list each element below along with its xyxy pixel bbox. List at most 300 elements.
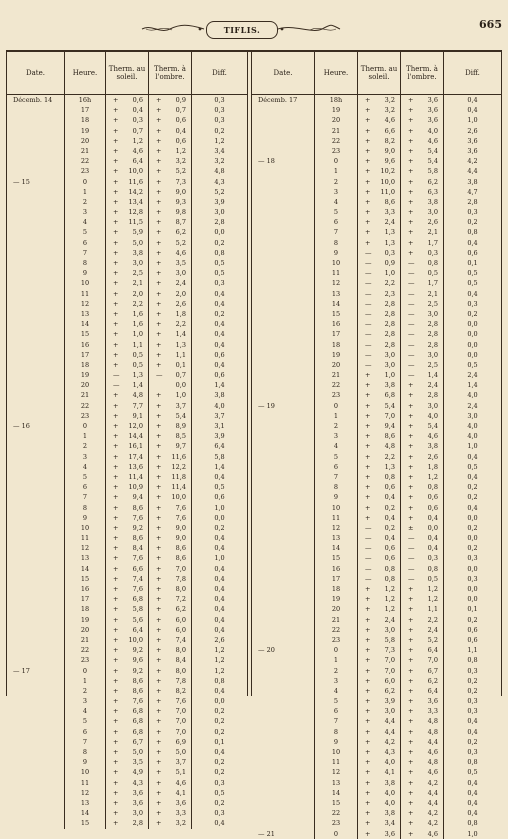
cell-diff: 0,8 [467, 656, 478, 665]
cell-shade [149, 462, 192, 472]
cell-diff: 0,5 [467, 462, 478, 471]
cell-sun [358, 584, 401, 594]
table-row [7, 177, 247, 187]
value: 12,2 [171, 462, 186, 471]
cell-date [7, 818, 65, 828]
cell-diff: 0,3 [467, 666, 478, 675]
cell-date [252, 818, 315, 828]
sign: + [156, 523, 162, 532]
cell-shade [149, 289, 192, 299]
cell-diff: 0,4 [214, 686, 225, 695]
cell-shade [401, 452, 444, 462]
value: 0,0 [427, 523, 438, 532]
value: 8,2 [175, 686, 186, 695]
cell-shade [149, 767, 192, 777]
sign: + [408, 187, 414, 196]
value: 6,2 [427, 676, 438, 685]
sign: + [408, 605, 414, 614]
value: 11,5 [128, 218, 143, 227]
sign: + [113, 309, 119, 318]
value: 8,6 [132, 676, 143, 685]
cell-date [7, 115, 65, 125]
cell-shade [401, 482, 444, 492]
table-row [7, 329, 247, 339]
cell-hour: 2 [65, 197, 106, 207]
cell-shade [149, 329, 192, 339]
cell-shade [401, 299, 444, 309]
sign: + [408, 197, 414, 206]
cell-sun [106, 258, 149, 268]
cell-hour: 17 [65, 105, 106, 115]
sign: + [113, 544, 119, 553]
value: 0,3 [427, 554, 438, 563]
sign: + [408, 96, 414, 104]
value: 9,2 [132, 666, 143, 675]
sign: + [156, 483, 162, 492]
cell-shade [149, 390, 192, 400]
value: 5,8 [427, 167, 438, 176]
cell-hour: 22 [315, 625, 358, 635]
cell-diff: 4,3 [214, 177, 225, 186]
cell-hour: 1 [315, 655, 358, 665]
sign: + [113, 717, 119, 726]
table-row [7, 584, 247, 594]
value: 9,4 [384, 422, 395, 430]
value: 2,1 [427, 289, 438, 298]
value: 3,0 [427, 208, 438, 217]
cell-hour: 2 [65, 441, 106, 451]
sign: + [365, 411, 371, 420]
table-row [7, 105, 247, 115]
table-row [252, 299, 501, 309]
sign: — [365, 350, 372, 359]
cell-shade [401, 431, 444, 441]
cell-shade [149, 431, 192, 441]
table-row [7, 696, 247, 706]
value: 3,6 [132, 798, 143, 807]
sign: — [408, 299, 415, 308]
sign: + [156, 259, 162, 267]
table-row [7, 166, 247, 176]
value: 2,5 [132, 269, 143, 278]
sign: + [156, 238, 162, 247]
cell-sun [106, 737, 149, 747]
table-row [7, 706, 247, 716]
table-row [252, 808, 501, 818]
sign: + [408, 788, 414, 797]
cell-hour: 2 [315, 666, 358, 676]
value: 0,9 [384, 259, 395, 267]
cell-date [252, 472, 315, 482]
cell-diff: 3,9 [214, 432, 225, 441]
cell-diff: 0,1 [467, 259, 478, 267]
cell-hour: 10 [315, 747, 358, 757]
cell-shade [401, 788, 444, 798]
table-row [7, 299, 247, 309]
value: 0,6 [132, 96, 143, 104]
cell-diff: 0,4 [214, 625, 225, 634]
table-row [7, 411, 247, 421]
sign: + [113, 299, 119, 308]
cell-diff: 0,5 [214, 269, 225, 278]
value: 0,5 [427, 574, 438, 583]
value: 5,6 [132, 615, 143, 624]
value: 3,0 [384, 707, 395, 716]
sign: — [365, 248, 372, 257]
sign: + [156, 503, 162, 512]
cell-date [252, 166, 315, 176]
sign: + [408, 146, 414, 155]
cell-diff: 0,3 [214, 116, 225, 125]
cell-hour: 18 [315, 584, 358, 594]
cell-shade [149, 258, 192, 268]
sign: + [365, 106, 371, 115]
cell-shade [401, 136, 444, 146]
cell-date [252, 227, 315, 237]
sign: + [408, 727, 414, 736]
cell-sun [106, 818, 149, 828]
value: 4,6 [175, 778, 186, 787]
cell-diff: 0,4 [214, 574, 225, 583]
cell-date [252, 462, 315, 472]
value: 0,6 [384, 554, 395, 563]
value: 2,6 [427, 218, 438, 227]
sign: + [113, 411, 119, 420]
cell-diff: 0,4 [214, 534, 225, 543]
cell-hour: 4 [315, 441, 358, 451]
value: 6,6 [384, 126, 395, 135]
sign: + [113, 483, 119, 492]
value: 4,8 [427, 727, 438, 736]
sign: + [113, 360, 119, 369]
value: 2,2 [384, 279, 395, 288]
table-row [7, 227, 247, 237]
value: 1,6 [132, 320, 143, 329]
cell-diff: 0,4 [467, 238, 478, 247]
cell-sun [106, 676, 149, 686]
cell-shade [401, 513, 444, 523]
value: 4,6 [132, 146, 143, 155]
cell-diff: 1,4 [214, 462, 225, 471]
value: 7,6 [175, 513, 186, 522]
value: 0,4 [175, 126, 186, 135]
cell-diff: 2,8 [467, 197, 478, 206]
value: 9,0 [175, 534, 186, 543]
cell-date [252, 798, 315, 808]
cell-shade [401, 829, 444, 839]
sign: — [365, 564, 372, 573]
sign: + [113, 340, 119, 349]
cell-sun [106, 686, 149, 696]
cell-hour: 17 [65, 594, 106, 604]
table-row [252, 747, 501, 757]
value: 2,5 [427, 299, 438, 308]
table-row [7, 666, 247, 676]
value: 2,8 [427, 320, 438, 329]
cell-date [7, 645, 65, 655]
sign: — [365, 309, 372, 318]
cell-date [252, 716, 315, 726]
value: 3,6 [132, 788, 143, 797]
table-row [7, 615, 247, 625]
sign: + [113, 523, 119, 532]
cell-sun [106, 360, 149, 370]
sign: — [408, 564, 415, 573]
value: 2,8 [384, 309, 395, 318]
value: 1,1 [132, 340, 143, 349]
table-row [252, 268, 501, 278]
cell-diff: 0,5 [467, 279, 478, 288]
cell-sun [358, 187, 401, 197]
cell-diff: 0,2 [467, 309, 478, 318]
cell-diff: 1,0 [467, 829, 478, 838]
cell-shade [401, 686, 444, 696]
cell-date [252, 625, 315, 635]
cell-hour: 20 [65, 136, 106, 146]
sign: + [156, 819, 162, 828]
cell-hour: 0 [315, 829, 358, 839]
value: 2,6 [427, 452, 438, 461]
sign: + [408, 707, 414, 716]
cell-diff: 0,3 [467, 208, 478, 217]
value: 3,2 [175, 157, 186, 166]
sign: + [156, 350, 162, 359]
cell-shade [401, 217, 444, 227]
sign: + [156, 605, 162, 614]
cell-hour: 5 [65, 716, 106, 726]
value: 0,8 [384, 574, 395, 583]
value: 8,4 [175, 656, 186, 665]
value: 1,2 [427, 472, 438, 481]
cell-diff: 6,4 [214, 442, 225, 451]
table-row [7, 482, 247, 492]
sign: + [113, 330, 119, 339]
table-row [252, 350, 501, 360]
cell-diff: 0,4 [214, 544, 225, 553]
cell-hour: 11 [65, 533, 106, 543]
sign: + [113, 666, 119, 675]
value: 3,6 [175, 798, 186, 807]
sign: + [156, 534, 162, 543]
sign: + [113, 289, 119, 298]
value: 0,4 [384, 534, 395, 543]
cell-date [252, 533, 315, 543]
sign: + [113, 96, 119, 104]
sign: + [408, 218, 414, 227]
cell-diff: 1,2 [214, 136, 225, 145]
cell-date: Décemb. 17 [252, 95, 315, 105]
cell-sun [358, 207, 401, 217]
cell-diff: 0,4 [467, 717, 478, 726]
table-row [7, 126, 247, 136]
value: 2,8 [427, 340, 438, 349]
sign: + [113, 574, 119, 583]
cell-diff: 3,1 [214, 422, 225, 430]
cell-sun [358, 716, 401, 726]
value: 9,7 [175, 442, 186, 451]
table-row [252, 329, 501, 339]
value: 7,6 [175, 697, 186, 706]
cell-diff: 0,3 [214, 778, 225, 787]
table-row [252, 645, 501, 655]
cell-diff: 3,7 [214, 411, 225, 420]
cell-shade [149, 319, 192, 329]
sign: + [113, 686, 119, 695]
value: 3,0 [384, 360, 395, 369]
value: 4,0 [384, 758, 395, 767]
cell-hour: 0 [65, 666, 106, 676]
sign: + [365, 727, 371, 736]
col-header-hour: Heure. [315, 52, 358, 94]
cell-shade [149, 187, 192, 197]
value: 9,0 [175, 523, 186, 532]
cell-shade [401, 289, 444, 299]
page-header [0, 0, 508, 48]
cell-diff: 2,4 [467, 371, 478, 380]
cell-sun [358, 462, 401, 472]
value: 9,3 [175, 197, 186, 206]
sign: — [408, 320, 415, 329]
cell-sun [106, 390, 149, 400]
cell-hour: 10 [65, 523, 106, 533]
sign: — [365, 360, 372, 369]
sign: + [156, 432, 162, 441]
sign: + [113, 432, 119, 441]
cell-sun [358, 706, 401, 716]
table-row [7, 268, 247, 278]
value: 6,0 [175, 615, 186, 624]
cell-hour: 15 [65, 329, 106, 339]
value: 1,2 [427, 595, 438, 604]
col-header-diff: Diff. [212, 69, 227, 77]
value: 5,4 [427, 157, 438, 166]
cell-shade [149, 268, 192, 278]
cell-date: — 21 [252, 829, 315, 839]
cell-shade [401, 187, 444, 197]
value: 0,6 [175, 116, 186, 125]
sign: + [156, 635, 162, 644]
sign: + [408, 758, 414, 767]
sign: + [156, 758, 162, 767]
table-row [252, 258, 501, 268]
table-row [252, 187, 501, 197]
value: 8,6 [175, 554, 186, 563]
sign: + [408, 829, 414, 838]
sign: + [408, 809, 414, 818]
cell-date [252, 788, 315, 798]
cell-hour: 10 [315, 503, 358, 513]
value: 2,0 [132, 289, 143, 298]
value: 3,0 [384, 350, 395, 359]
cell-diff: 0,4 [214, 748, 225, 756]
cell-hour: 4 [65, 462, 106, 472]
sign: + [156, 809, 162, 818]
cell-hour: 14 [65, 319, 106, 329]
sign: + [113, 503, 119, 512]
cell-sun [106, 411, 149, 421]
cell-diff: 0,1 [467, 605, 478, 614]
cell-diff: 0,2 [214, 238, 225, 247]
table-row [7, 319, 247, 329]
sign: + [408, 503, 414, 512]
table-row [7, 716, 247, 726]
cell-hour: 20 [65, 625, 106, 635]
value: 4,6 [427, 432, 438, 441]
cell-sun [358, 635, 401, 645]
cell-shade [149, 350, 192, 360]
cell-date [7, 503, 65, 513]
left-rows [7, 95, 247, 829]
cell-sun [106, 482, 149, 492]
table-row [252, 441, 501, 451]
table-row [252, 431, 501, 441]
cell-date [7, 543, 65, 553]
value: 0,5 [132, 360, 143, 369]
cell-diff: 0,2 [214, 523, 225, 532]
cell-hour: 0 [65, 421, 106, 431]
value: 0,4 [427, 513, 438, 522]
value: 1,2 [427, 585, 438, 593]
cell-hour: 13 [315, 533, 358, 543]
cell-shade [401, 727, 444, 737]
cell-date [252, 757, 315, 767]
cell-shade [149, 788, 192, 798]
cell-hour: 2 [315, 421, 358, 431]
sign: — [408, 534, 415, 543]
table-row [7, 187, 247, 197]
sign: — [408, 371, 415, 380]
cell-hour: 0 [65, 177, 106, 187]
cell-hour: 4 [65, 706, 106, 716]
table-row [7, 553, 247, 563]
cell-sun [106, 421, 149, 431]
value: 5,9 [132, 228, 143, 237]
sign: + [156, 737, 162, 746]
value: 8,0 [175, 585, 186, 593]
cell-sun [358, 747, 401, 757]
cell-hour: 23 [315, 146, 358, 156]
cell-sun [106, 452, 149, 462]
table-row [252, 248, 501, 258]
cell-shade [401, 604, 444, 614]
cell-shade [401, 258, 444, 268]
column-header-row [252, 52, 501, 95]
sign: + [365, 462, 371, 471]
cell-hour: 21 [65, 635, 106, 645]
cell-hour: 4 [315, 197, 358, 207]
value: 3,6 [384, 829, 395, 838]
value: 0,6 [384, 483, 395, 492]
cell-diff: 1,4 [467, 381, 478, 390]
cell-shade [401, 238, 444, 248]
cell-diff: 0,2 [467, 544, 478, 553]
value: 2,2 [175, 320, 186, 329]
value: 1,7 [427, 279, 438, 288]
sign: — [365, 279, 372, 288]
cell-date [7, 166, 65, 176]
sign: + [408, 625, 414, 634]
cell-date [7, 594, 65, 604]
value: 1,2 [132, 136, 143, 145]
sign: + [365, 422, 371, 430]
value: 9,0 [175, 187, 186, 196]
sign: + [408, 411, 414, 420]
value: 1,2 [175, 146, 186, 155]
cell-date [7, 696, 65, 706]
cell-hour: 3 [315, 187, 358, 197]
cell-date [7, 533, 65, 543]
table-row [252, 380, 501, 390]
